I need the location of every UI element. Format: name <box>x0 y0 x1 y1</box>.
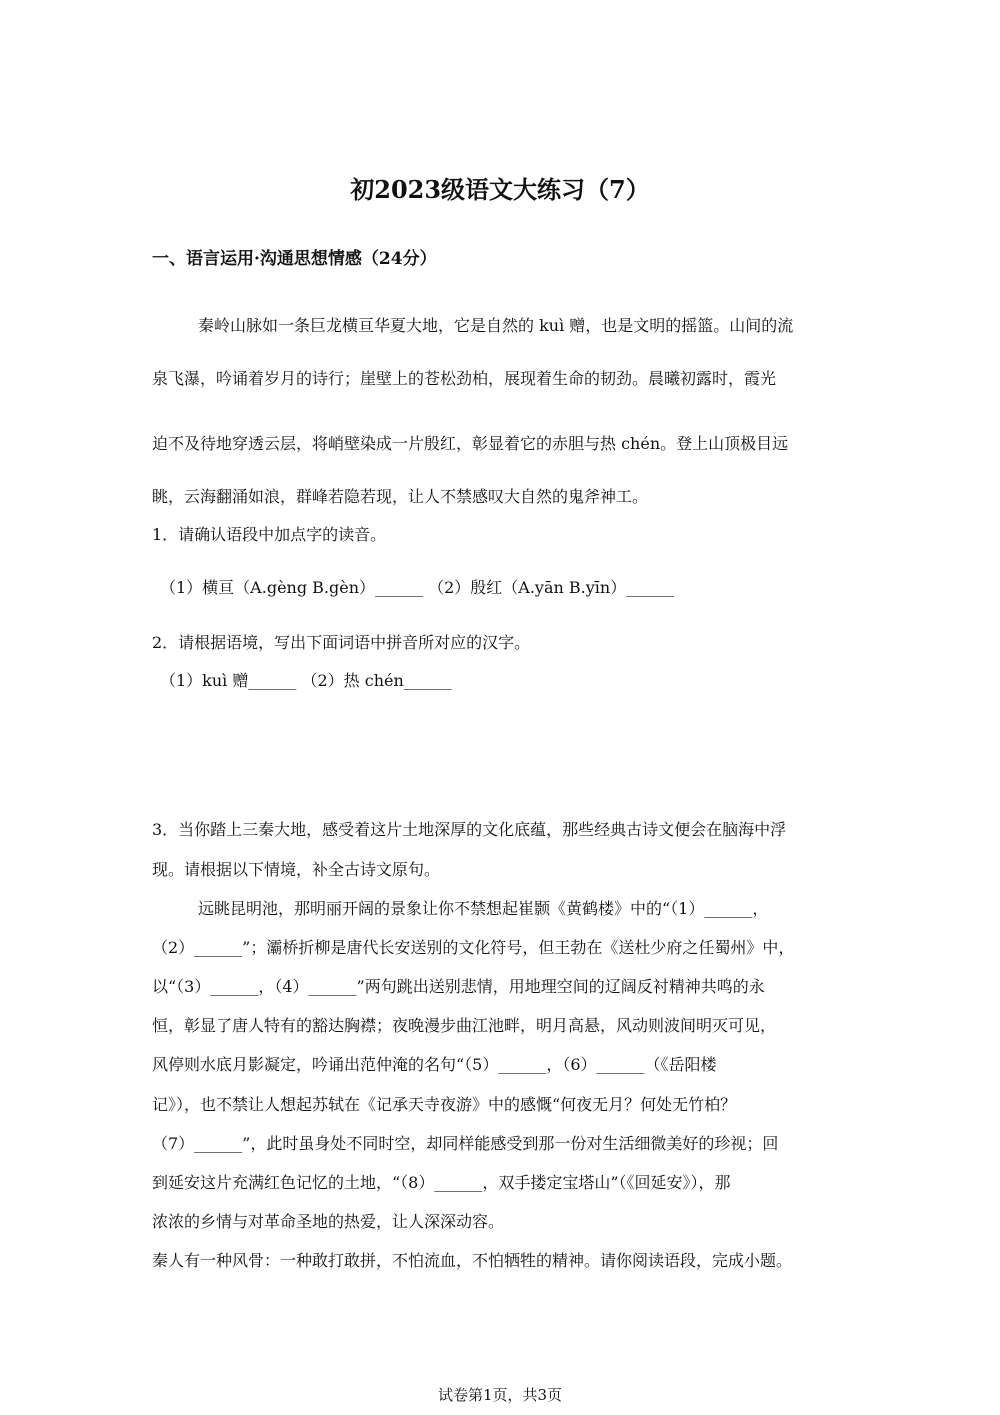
page-title: 初2023级语文大练习（7） <box>350 175 650 204</box>
passage-line-1: 秦岭山脉如一条巨龙横亘华夏大地，它是自然的 kuì 赠，也是文明的摇篮。山间的流 <box>198 316 794 335</box>
question-1-prompt: 1．请确认语段中加点字的读音。 <box>152 525 387 544</box>
question-3-line-9: （7）______”，此时虽身处不同时空，却同样能感受到那一份对生活细微美好的珍视；回 <box>152 1134 779 1153</box>
question-3-line-5: 以“（3）______，（4）______”两句跳出送别悲情，用地理空间的辽阔反衬精神共鸣的永 <box>152 977 765 996</box>
question-3-line-11: 浓浓的乡情与对革命圣地的热爱，让人深深动容。 <box>152 1212 505 1231</box>
question-2-prompt: 2．请根据语境，写出下面词语中拼音所对应的汉字。 <box>152 633 531 652</box>
question-3-line-6: 恒，彰显了唐人特有的豁达胸襟；夜晚漫步曲江池畔，明月高悬，风动则波间明灭可见， <box>152 1016 777 1035</box>
question-3-line-1: 3．当你踏上三秦大地，感受着这片土地深厚的文化底蕴，那些经典古诗文便会在脑海中浮 <box>152 820 787 839</box>
question-3-line-4: （2）______”；灞桥折柳是唐代长安送别的文化符号，但王勃在《送杜少府之任蜀州》中， <box>152 938 795 957</box>
passage-line-4: 眺，云海翻涌如浪，群峰若隐若现，让人不禁感叹大自然的鬼斧神工。 <box>152 487 649 506</box>
question-3-line-3: 远眺昆明池，那明丽开阔的景象让你不禁想起崔颢《黄鹤楼》中的“（1）______， <box>198 899 769 918</box>
question-2-blanks: （1）kuì 赠______ （2）热 chén______ <box>160 671 452 690</box>
passage-line-3: 迫不及待地穿透云层，将峭壁染成一片殷红，彰显着它的赤胆与热 chén。登上山顶极目远 <box>152 434 789 453</box>
question-3-line-8: 记》），也不禁让人想起苏轼在《记承天寺夜游》中的感慨“何夜无月？何处无竹柏？ <box>152 1095 737 1114</box>
trailing-paragraph: 秦人有一种风骨：一种敢打敢拼，不怕流血，不怕牺牲的精神。请你阅读语段，完成小题。 <box>152 1251 793 1270</box>
question-3-line-10: 到延安这片充满红色记忆的土地，“（8）______，双手搂定宝塔山”（《回延安》），那 <box>152 1173 731 1192</box>
question-3-line-7: 风停则水底月影凝定，吟诵出范仲淹的名句“（5）______，（6）______（《岳阳楼 <box>152 1055 717 1074</box>
passage-line-2: 泉飞瀑，吟诵着岁月的诗行；崖壁上的苍松劲柏，展现着生命的韧劲。晨曦初露时，霞光 <box>152 369 777 388</box>
question-3-line-2: 现。请根据以下情境，补全古诗文原句。 <box>152 860 441 879</box>
question-1-options: （1）横亘（A.gèng B.gèn）______ （2）殷红（A.yān B.yīn）______ <box>160 578 675 597</box>
section-heading: 一、语言运用·沟通思想情感（24分） <box>152 249 437 269</box>
page-footer: 试卷第1页，共3页 <box>437 1386 563 1404</box>
